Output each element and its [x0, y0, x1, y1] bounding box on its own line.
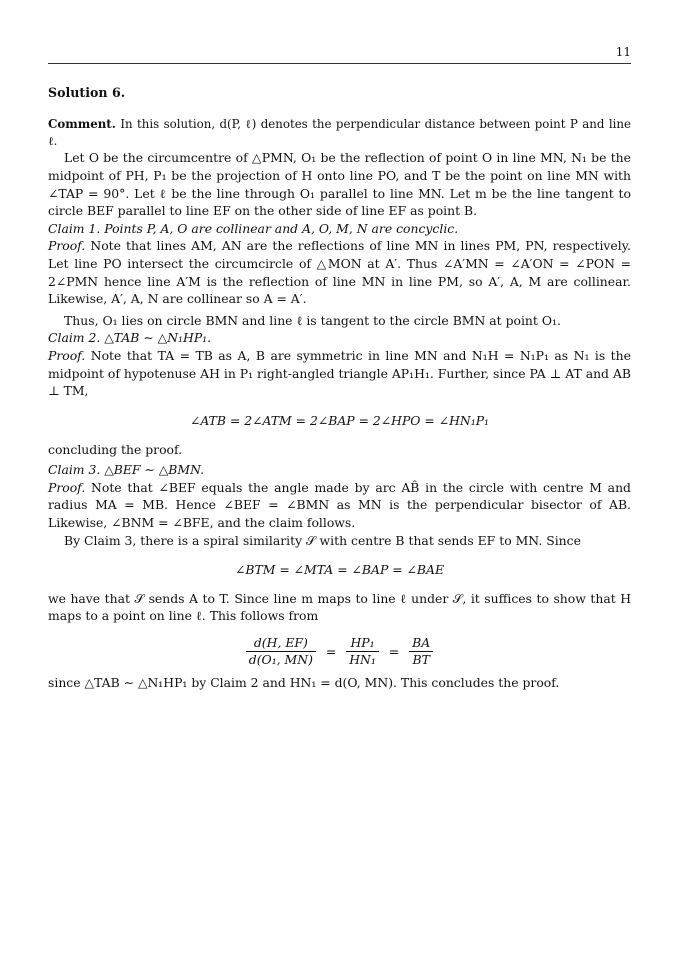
fraction-2 [346, 635, 379, 668]
solution-title: Solution 6. [48, 85, 126, 100]
proof-2-text: Note that TA = TB as A, B are symmetric in line MN and N₁H = N₁P₁ as N₁ is the midpoint of hypotenuse AH in P₁ right-angled triangle AP₁H₁. Further, since PA ⊥ AT and AB ⊥ TM, [48, 348, 631, 399]
proof-2-label: Proof. [48, 348, 86, 364]
comment-text: In this solution, d(P, ℓ) denotes the perpendicular distance between point P and line ℓ. [48, 116, 631, 148]
page-number: 11 [615, 45, 631, 59]
proof-3-label: Proof. [48, 479, 86, 495]
proof-3-text: Note that ∠BEF equals the angle made by arc AB̂ in the circle with centre M and radius MA = MB. Hence ∠BEF = ∠BMN as MN is the perpendicular bisector of AB. Likewise, ∠BNM = ∠BFE, and the claim follows. [48, 479, 631, 530]
proof-2-paragraph [48, 347, 631, 400]
thus-paragraph: Thus, O₁ lies on circle BMN and line ℓ is tangent to the circle BMN at point O₁. [64, 312, 561, 328]
fraction-2-denominator: HN₁ [349, 652, 376, 668]
fraction-3-numerator: BA [409, 635, 433, 652]
header-rule [48, 63, 631, 64]
comment-paragraph [48, 116, 631, 150]
fraction-3-denominator: BT [412, 652, 430, 668]
fraction-equation [48, 635, 631, 668]
claim-1: Claim 1. Points P, A, O are collinear and A, O, M, N are concyclic. [48, 220, 459, 236]
equals-sign-2: = [388, 643, 400, 659]
sends-paragraph: we have that 𝒮 sends A to T. Since line m maps to line ℓ under 𝒮, it suffices to show that H maps to a point on line ℓ. This follows from [48, 590, 631, 624]
claim-2: Claim 2. △TAB ∼ △N₁HP₁. [48, 330, 212, 346]
fraction-1-numerator: d(H, EF) [246, 635, 316, 652]
display-equation-1: ∠ATB = 2∠ATM = 2∠BAP = 2∠HPO = ∠HN₁P₁ [189, 412, 490, 428]
proof-1-label: Proof. [48, 238, 86, 254]
proof-3-paragraph [48, 479, 631, 532]
comment-label: Comment. [48, 116, 116, 131]
page-content [48, 84, 631, 692]
fraction-3 [409, 635, 433, 668]
final-paragraph: since △TAB ∼ △N₁HP₁ by Claim 2 and HN₁ = d(O, MN). This concludes the proof. [48, 675, 560, 691]
display-equation-2: ∠BTM = ∠MTA = ∠BAP = ∠BAE [234, 562, 445, 578]
intro-paragraph: Let O be the circumcentre of △PMN, O₁ be the reflection of point O in line MN, N₁ be the midpoint of PH, P₁ be the projection of H onto line PO, and T be the point on line MN with ∠TAP = 90°. Let ℓ be the line through O₁ parallel to line MN. Let m be the line tangent to circle BEF parallel to line EF on the other side of line EF as point B. [48, 150, 631, 219]
fraction-1-denominator: d(O₁, MN) [248, 652, 313, 668]
proof-1-paragraph [48, 237, 631, 307]
concluding-text: concluding the proof. [48, 441, 183, 457]
claim-3: Claim 3. △BEF ∼ △BMN. [48, 462, 205, 478]
equals-sign-1: = [325, 643, 337, 659]
fraction-2-numerator: HP₁ [346, 635, 379, 652]
proof-1-text: Note that lines AM, AN are the reflections of line MN in lines PM, PN, respectively. Let line PO intersect the circumcircle of △MON at A′. Thus ∠A′MN = ∠A′ON = ∠PON = 2∠PMN hence line A′M is the reflection of line MN in line PM, so A′, A, M are collinear. Likewise, A′, A, N are collinear so A = A′. [48, 238, 631, 307]
fraction-1 [246, 635, 316, 668]
by-claim-3-paragraph: By Claim 3, there is a spiral similarity 𝒮 with centre B that sends EF to MN. Since [64, 532, 581, 548]
